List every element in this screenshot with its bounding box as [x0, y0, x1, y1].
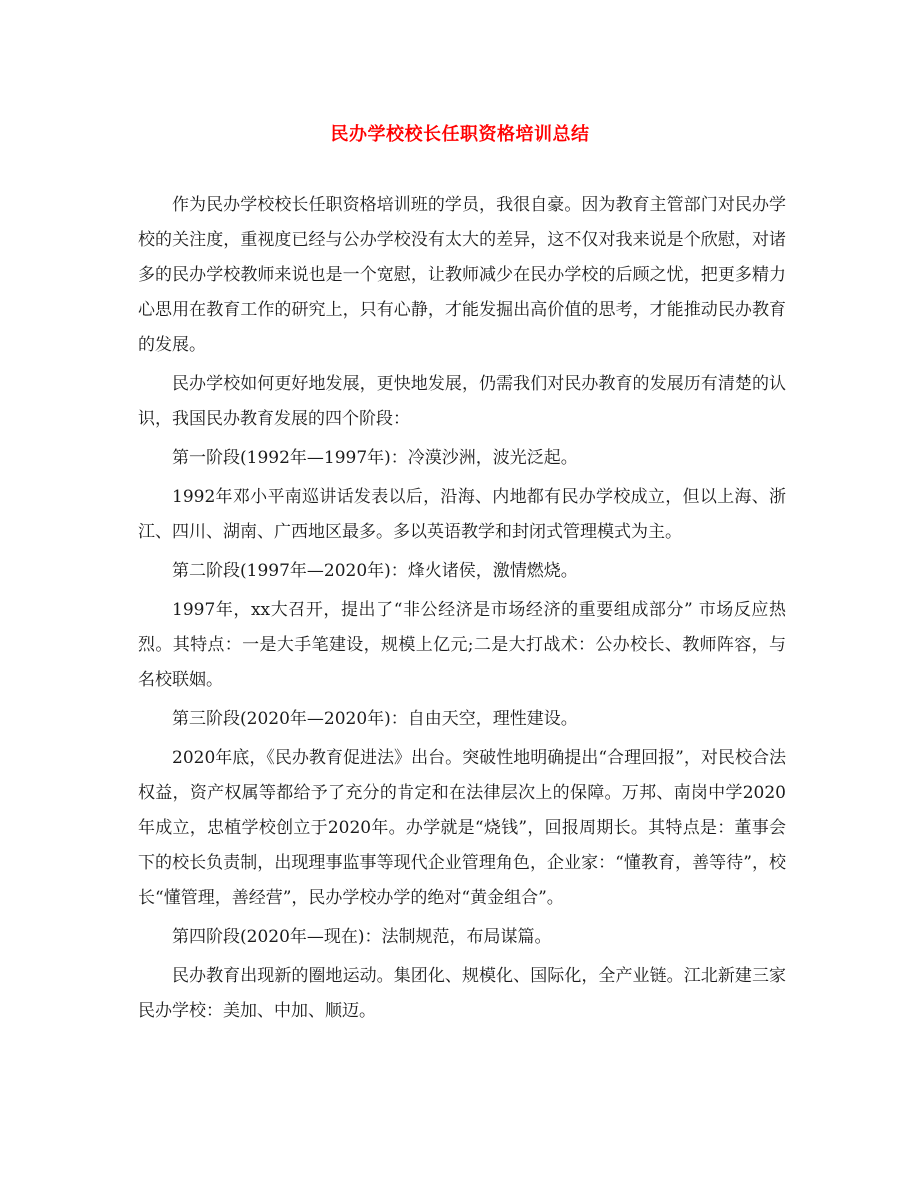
paragraph-stage-one-body: 1992年邓小平南巡讲话发表以后，沿海、内地都有民办学校成立，但以上海、浙江、四川、湖南、广西地区最多。多以英语教学和封闭式管理模式为主。 — [138, 487, 786, 542]
paragraph-stage-four-heading: 第四阶段(2020年—现在)：法制规范，布局谋篇。 — [172, 927, 552, 947]
paragraph-stage-two-heading: 第二阶段(1997年—2020年)：烽火诸侯，激情燃烧。 — [172, 561, 578, 581]
paragraph-development-overview: 民办学校如何更好地发展，更快地发展，仍需我们对民办教育的发展历有清楚的认识，我国民办教育发展的四个阶段： — [138, 374, 786, 429]
document-body — [138, 188, 786, 1033]
document-title: 民办学校校长任职资格培训总结 — [330, 124, 590, 145]
paragraph-stage-one-heading: 第一阶段(1992年—1997年)：冷漠沙洲，波光泛起。 — [172, 448, 578, 468]
paragraph-stage-four-body: 民办教育出现新的圈地运动。集团化、规模化、国际化，全产业链。江北新建三家民办学校：美加、中加、顺迈。 — [138, 966, 786, 1021]
paragraph-stage-two-body: 1997年，xx大召开，提出了“非公经济是市场经济的重要组成部分” 市场反应热烈。其特点：一是大手笔建设，规模上亿元;二是大打战术：公办校长、教师阵容，与名校联姻。 — [138, 600, 786, 690]
paragraph-intro: 作为民办学校校长任职资格培训班的学员，我很自豪。因为教育主管部门对民办学校的关注度，重视度已经与公办学校没有太大的差异，这不仅对我来说是个欣慰，对诸多的民办学校教师来说也是一个宽慰，让教师减少在民办学校的后顾之忧，把更多精力心思用在教育工作的研究上，只有心静，才能发掘出高价值的思考，才能推动民办教育的发展。 — [138, 195, 786, 355]
paragraph-stage-three-heading: 第三阶段(2020年—2020年)：自由天空，理性建设。 — [172, 709, 578, 729]
paragraph-stage-three-body: 2020年底，《民办教育促进法》出台。突破性地明确提出“合理回报”，对民校合法权益，资产权属等都给予了充分的肯定和在法律层次上的保障。万邦、南岗中学2020年成立，忠植学校创立于2020年。办学就是“烧钱”，回报周期长。其特点是：董事会下的校长负责制，出现理事监事等现代企业管理角色，企业家：“懂教育，善等待”，校长“懂管理，善经营”，民办学校办学的绝对“黄金组合”。 — [138, 748, 786, 908]
